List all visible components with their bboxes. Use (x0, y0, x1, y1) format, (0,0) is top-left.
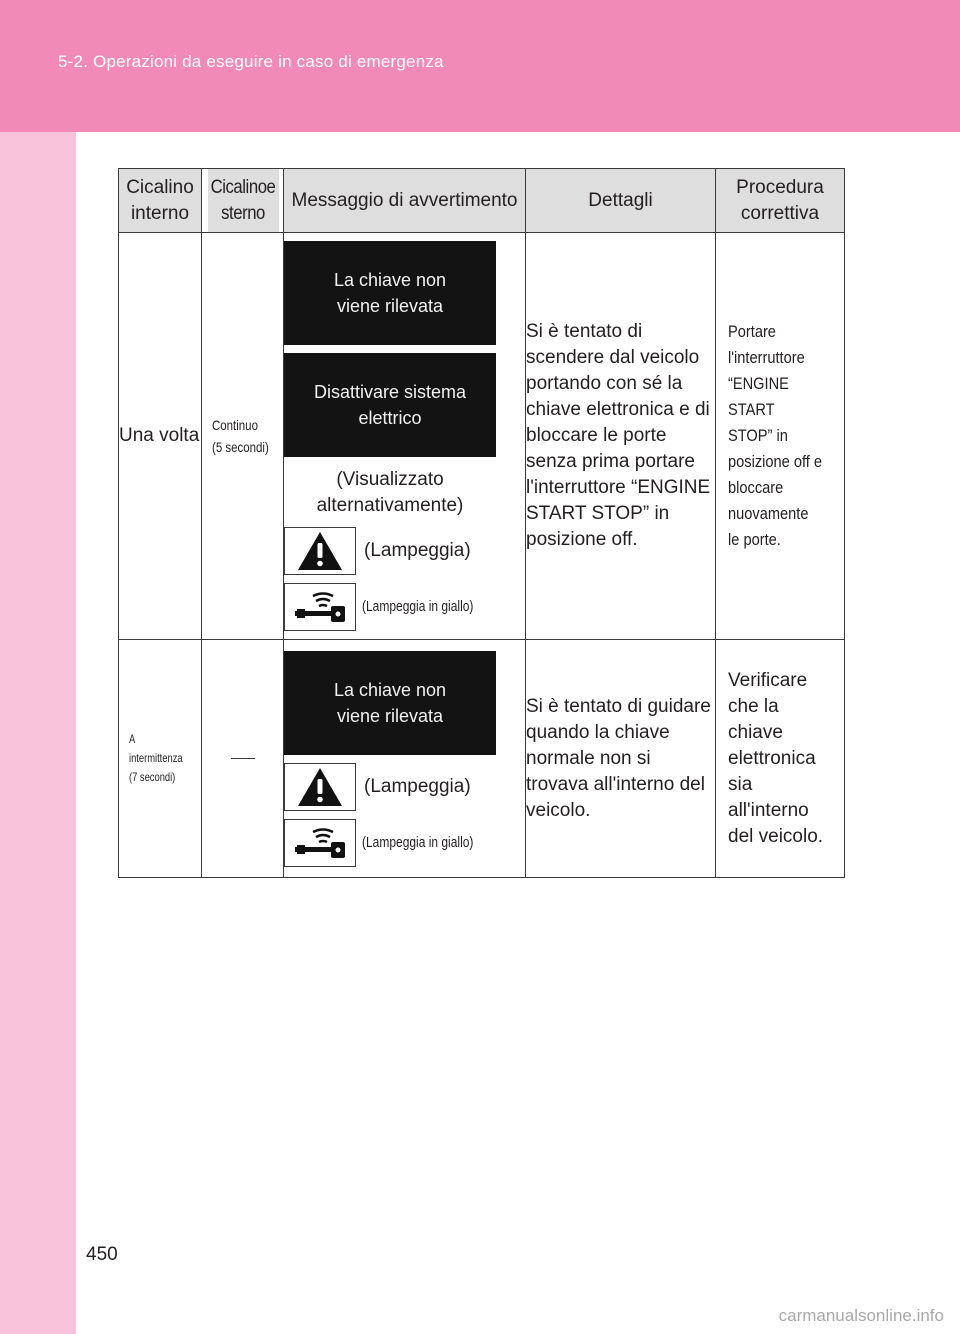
indicator-row (284, 819, 525, 867)
external-buzzer-text: Continuo (5 secondi) (212, 417, 269, 455)
smart-key-icon (284, 583, 356, 631)
display-screen-turn-off-power: Disattivare sistema elettrico (284, 353, 496, 457)
warning-message-cell (284, 233, 526, 640)
display-screen-key-not-detected: La chiave non viene rilevata (284, 241, 496, 345)
header-internal-buzzer: Cicalino interno (119, 169, 202, 233)
none-dash (231, 758, 255, 759)
alternating-note: (Visualizzato alternativamente) (316, 469, 464, 516)
side-band (0, 132, 76, 1334)
indicator-label: (Lampeggia in giallo) (362, 598, 474, 615)
procedure-text: Portare l'interruttore “ENGINE START STOP” in posizione off e bloccare nuovamente le porte. (728, 322, 823, 549)
display-screen-key-not-detected: La chiave non viene rilevata (284, 651, 496, 755)
warning-table (118, 168, 845, 878)
indicator-row (284, 527, 525, 575)
external-buzzer-cell (202, 233, 284, 640)
smart-key-icon (284, 819, 356, 867)
page-header (0, 0, 960, 132)
indicator-label: (Lampeggia) (364, 775, 471, 797)
table-header-row (119, 169, 845, 233)
internal-buzzer-cell: Una volta (119, 233, 202, 640)
table-row (119, 640, 845, 878)
details-cell: Si è tentato di guidare quando la chiave normale non si trovava all'interno del veicolo. (526, 640, 716, 878)
internal-buzzer-cell (119, 640, 202, 878)
section-title: 5-2. Operazioni da eseguire in caso di emergenza (58, 52, 444, 71)
external-buzzer-cell (202, 640, 284, 878)
procedure-cell: Verificare che la chiave elettronica sia all'interno del veicolo. (716, 640, 845, 878)
procedure-cell (716, 233, 845, 640)
header-external-buzzer: Cicalinoe sterno (206, 169, 278, 233)
internal-buzzer-text: A intermittenza (7 secondi) (129, 732, 183, 784)
warning-triangle-icon (284, 763, 356, 811)
indicator-row (284, 583, 525, 631)
watermark: carmanualsonline.info (778, 1306, 944, 1325)
page-number: 450 (86, 1244, 118, 1265)
header-details: Dettagli (526, 169, 716, 233)
warning-message-cell (284, 640, 526, 878)
indicator-row (284, 763, 525, 811)
details-cell: Si è tentato di scendere dal veicolo portando con sé la chiave elettronica e di bloccare le porte senza prima portare l'interruttore “ENGINE START STOP” in posizione off. (526, 233, 716, 640)
indicator-label: (Lampeggia) (364, 540, 471, 561)
warning-triangle-icon (284, 527, 356, 575)
indicator-label: (Lampeggia in giallo) (362, 833, 474, 851)
header-warning-message: Messaggio di avvertimento (284, 169, 526, 233)
header-procedure: Procedura correttiva (716, 169, 845, 233)
table-row (119, 233, 845, 640)
